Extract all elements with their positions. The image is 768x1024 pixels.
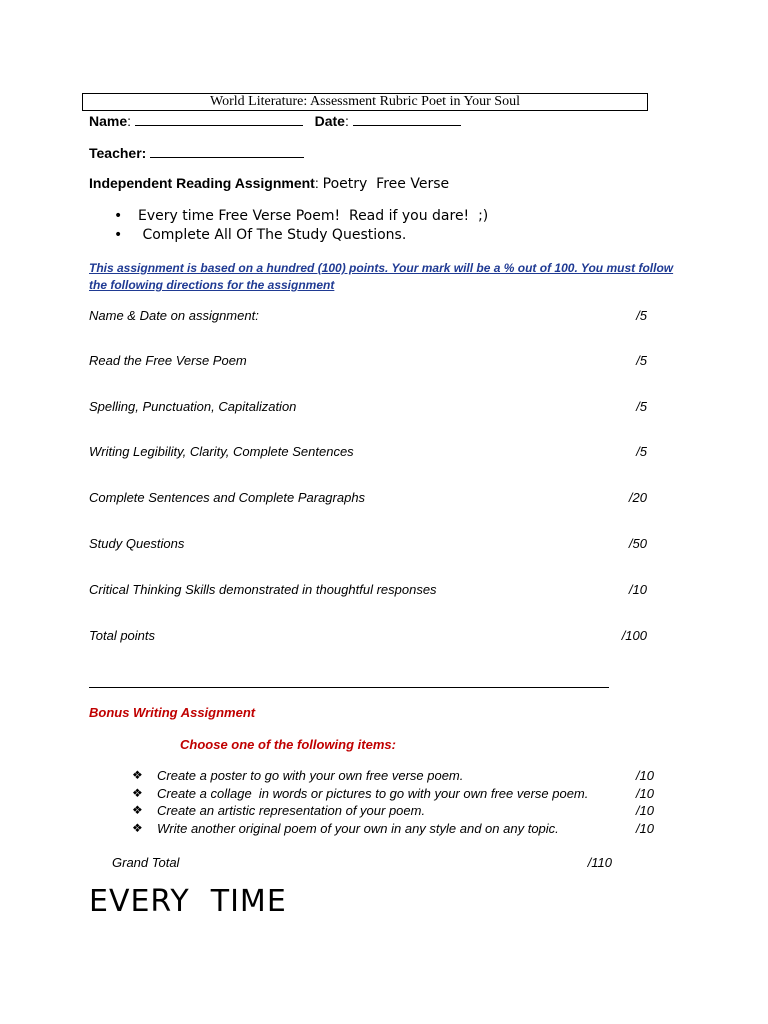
footer-heading: EVERY TIME (89, 884, 287, 919)
bonus-item-text: Create a collage in words or pictures to go with your own free verse poem. (157, 785, 589, 801)
rubric-points: /5 (636, 444, 647, 459)
bonus-items (132, 767, 654, 837)
bonus-item-text: Create a poster to go with your own free verse poem. (157, 768, 464, 783)
grand-total-points: /110 (587, 855, 612, 870)
teacher-line (89, 145, 304, 163)
bonus-item (132, 820, 654, 838)
bonus-item-points: /10 (635, 785, 654, 801)
diamond-bullet-icon: ❖ (132, 768, 143, 782)
bonus-subheading: Choose one of the following items: (180, 737, 396, 752)
rubric-row (89, 308, 659, 326)
teacher-label: Teacher: (89, 145, 147, 161)
rubric-points: /20 (628, 490, 647, 505)
assignment-line (89, 175, 449, 195)
grand-total-row (112, 855, 612, 873)
rubric-item: Name & Date on assignment: (89, 308, 259, 323)
assignment-colon: : (314, 175, 319, 191)
bullet-item: • Complete All Of The Study Questions. (110, 226, 488, 245)
teacher-blank[interactable] (150, 145, 304, 158)
diamond-bullet-icon: ❖ (132, 820, 143, 835)
rubric-total-row (89, 628, 659, 646)
diamond-bullet-icon: ❖ (132, 803, 143, 817)
rubric-item: Critical Thinking Skills demonstrated in thoughtful responses (89, 582, 437, 597)
bullet-item: • Every time Free Verse Poem! Read if you dare! ;) (110, 207, 488, 226)
rubric-points: /5 (636, 399, 647, 414)
name-label: Name (89, 113, 128, 129)
rubric-row (89, 490, 659, 508)
bonus-item-text: Write another original poem of your own in any style and on any topic. (157, 820, 559, 836)
date-label: Date (314, 113, 345, 129)
rubric-item: Read the Free Verse Poem (89, 353, 247, 368)
assignment-label: Independent Reading Assignment (89, 175, 315, 191)
assignment-notice: This assignment is based on a hundred (100) points. Your mark will be a % out of 100. You must follow the following directions for the assignment (89, 261, 674, 292)
diamond-bullet-icon: ❖ (132, 785, 143, 800)
assignment-topic: Poetry Free Verse (322, 176, 450, 192)
bonus-item-points: /10 (635, 768, 654, 783)
rubric-item: Complete Sentences and Complete Paragraphs (89, 490, 366, 505)
rubric-row (89, 582, 659, 600)
rubric-row (89, 536, 659, 554)
bonus-item-points: /10 (635, 820, 654, 836)
rubric-row (89, 399, 659, 417)
rubric-points: /10 (628, 582, 647, 597)
name-date-line: Name: Date: (89, 113, 461, 131)
rubric-points: /5 (636, 353, 647, 368)
rubric-row (89, 353, 659, 371)
bonus-item (132, 802, 654, 820)
rubric-row (89, 444, 659, 462)
name-blank[interactable] (135, 113, 303, 126)
grand-total-label: Grand Total (112, 855, 180, 870)
separator-rule (89, 687, 609, 688)
rubric-points: /5 (636, 308, 647, 323)
bonus-item-points: /10 (635, 803, 654, 818)
rubric-item: Spelling, Punctuation, Capitalization (89, 399, 297, 414)
rubric-points: /50 (628, 536, 647, 551)
bonus-heading: Bonus Writing Assignment (89, 705, 256, 720)
document-title: World Literature: Assessment Rubric Poet in Your Soul (82, 93, 648, 111)
assignment-bullets (110, 207, 488, 245)
rubric-item: Total points (89, 628, 156, 643)
date-blank[interactable] (353, 113, 461, 126)
bonus-item (132, 785, 654, 803)
rubric-points: /100 (621, 628, 647, 643)
bonus-item-text: Create an artistic representation of your poem. (157, 803, 426, 818)
bonus-item (132, 767, 654, 785)
rubric-item: Writing Legibility, Clarity, Complete Sentences (89, 444, 354, 459)
rubric-item: Study Questions (89, 536, 185, 551)
